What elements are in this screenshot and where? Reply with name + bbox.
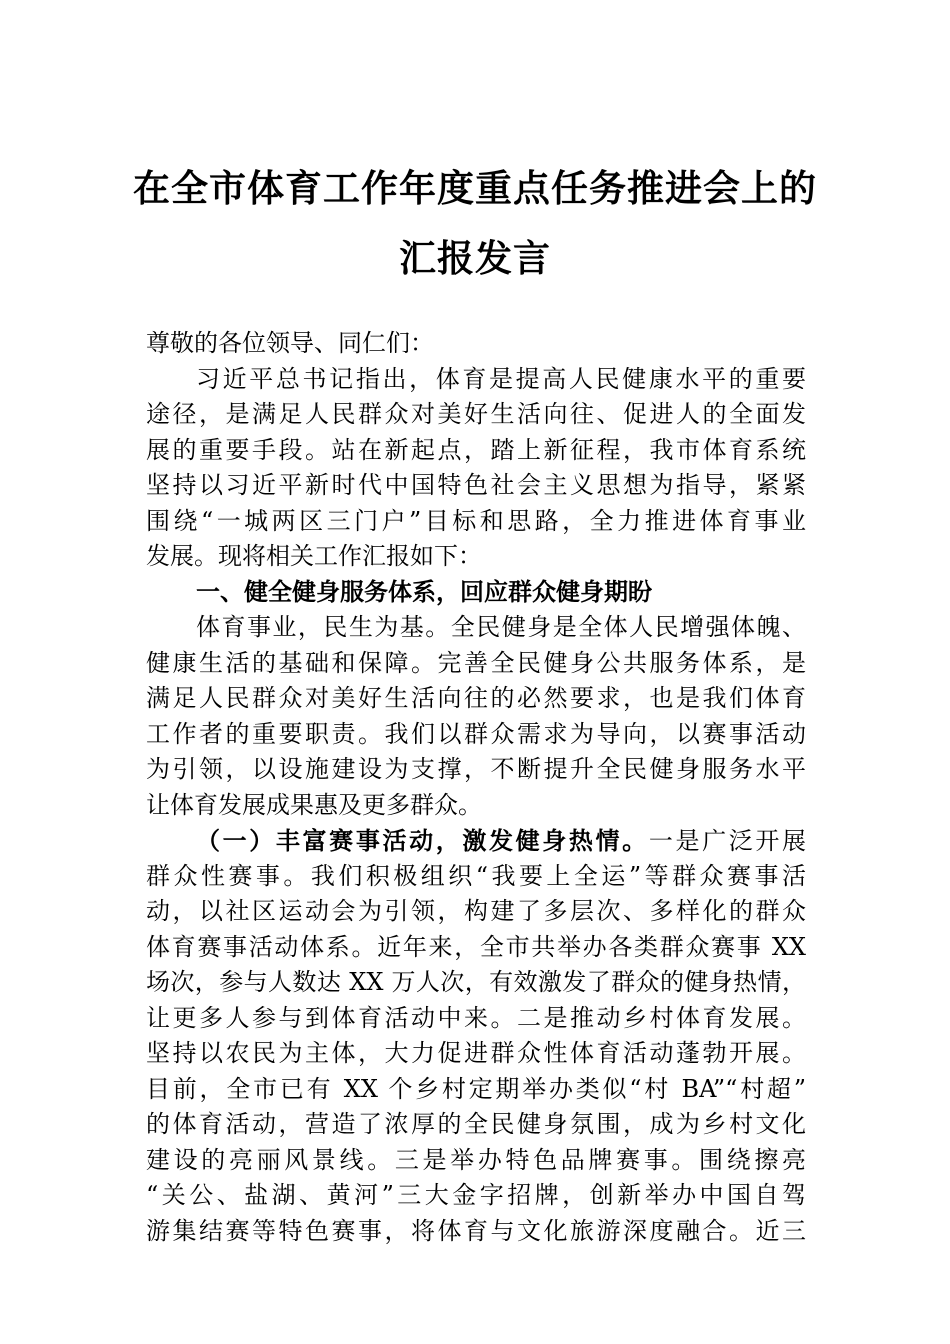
subsection-line: “关公、盐湖、黄河”三大金字招牌，创新举办中国自驾	[146, 1181, 806, 1209]
section-line: 为引领，以设施建设为支撑，不断提升全民健身服务水平	[146, 755, 806, 783]
section-line: 健康生活的基础和保障。完善全民健身公共服务体系，是	[146, 648, 806, 677]
intro-line: 坚持以习近平新时代中国特色社会主义思想为指导，紧紧	[146, 471, 806, 499]
subsection-line: 群众性赛事。我们积极组织“我要上全运”等群众赛事活	[146, 861, 806, 890]
intro-line: 发展。现将相关工作汇报如下：	[146, 542, 482, 570]
document-body	[146, 326, 806, 1249]
subsection-line: 目前，全市已有 XX 个乡村定期举办类似“村 BA”“村超”	[146, 1074, 806, 1103]
intro-line: 习近平总书记指出，体育是提高人民健康水平的重要	[196, 364, 806, 393]
subsection-first-line	[146, 823, 806, 859]
greeting: 尊敬的各位领导、同仁们：	[146, 329, 434, 357]
section-line: 工作者的重要职责。我们以群众需求为导向，以赛事活动	[146, 719, 806, 748]
subsection-line: 场次，参与人数达 XX 万人次，有效激发了群众的健身热情，	[146, 968, 806, 996]
intro-line: 围绕“一城两区三门户”目标和思路，全力推进体育事业	[146, 506, 806, 535]
document-title-line-1: 在全市体育工作年度重点任务推进会上的	[133, 166, 817, 210]
subsection-line: 建设的亮丽风景线。三是举办特色品牌赛事。围绕擦亮	[146, 1145, 806, 1174]
intro-line: 展的重要手段。站在新起点，踏上新征程，我市体育系统	[146, 435, 806, 464]
subsection-line: 坚持以农民为主体，大力促进群众性体育活动蓬勃开展。	[146, 1039, 806, 1067]
section-line: 体育事业，民生为基。全民健身是全体人民增强体魄、	[196, 613, 806, 641]
document-title-line-2: 汇报发言	[399, 236, 551, 280]
subsection-line: 让更多人参与到体育活动中来。二是推动乡村体育发展。	[146, 1003, 806, 1032]
subsection-line: 动，以社区运动会为引领，构建了多层次、多样化的群众	[146, 897, 806, 925]
section-line: 让体育发展成果惠及更多群众。	[146, 790, 482, 819]
subsection-heading: （一）丰富赛事活动，激发健身热情。	[196, 826, 649, 855]
subsection-line: 游集结赛等特色赛事，将体育与文化旅游深度融合。近三	[146, 1216, 806, 1245]
section-line: 满足人民群众对美好生活向往的必然要求，也是我们体育	[146, 684, 806, 712]
subsection-line: 体育赛事活动体系。近年来，全市共举办各类群众赛事 XX	[146, 932, 806, 961]
section-heading: 一、健全健身服务体系，回应群众健身期盼	[196, 577, 652, 606]
subsection-line: 的体育活动，营造了浓厚的全民健身氛围，成为乡村文化	[146, 1110, 806, 1138]
subsection-first-line-text: 一是广泛开展	[648, 827, 807, 855]
intro-line: 途径，是满足人民群众对美好生活向往、促进人的全面发	[146, 400, 806, 428]
